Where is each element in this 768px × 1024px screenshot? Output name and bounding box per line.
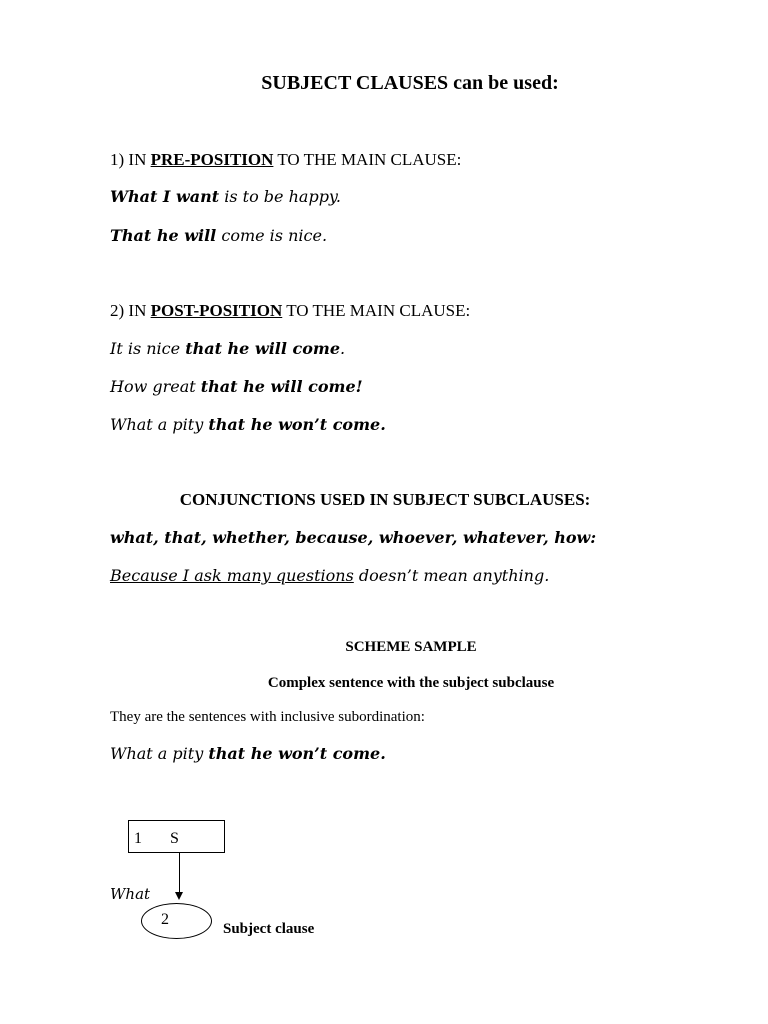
main-clause-number: 1 (134, 830, 142, 847)
post-number: 2) IN (110, 301, 151, 320)
post-example-3 (110, 417, 386, 433)
pre-rest: TO THE MAIN CLAUSE: (273, 150, 462, 169)
post-example-1 (110, 341, 345, 357)
post-keyword: POST-POSITION (150, 301, 283, 320)
conjunctions-example (110, 568, 549, 584)
pre-example-2-bold: That he will (110, 226, 217, 245)
subject-clause-number: 2 (161, 911, 169, 928)
post-example-2 (110, 379, 363, 395)
pre-position-heading (110, 151, 461, 168)
post-example-2-start: How great (110, 377, 201, 396)
pre-example-2 (110, 228, 327, 244)
post-example-3-bold: that he won’t come. (208, 415, 386, 434)
scheme-example (110, 746, 386, 762)
post-example-1-end: . (340, 339, 346, 358)
conjunctions-example-rest: doesn’t mean anything. (353, 566, 550, 585)
pre-example-1-bold: What I want (110, 187, 220, 206)
page-title: SUBJECT CLAUSES can be used: (261, 72, 559, 94)
pre-keyword: PRE-POSITION (150, 150, 274, 169)
scheme-heading: SCHEME SAMPLE (345, 639, 477, 655)
post-example-1-bold: that he will come (185, 339, 341, 358)
post-position-heading (110, 302, 470, 319)
conjunctions-list: what, that, whether, because, whoever, whatever, how: (110, 528, 597, 547)
pre-example-1-rest: is to be happy. (219, 187, 341, 206)
pre-number: 1) IN (110, 150, 151, 169)
conjunctions-example-underlined: Because I ask many questions (110, 566, 354, 585)
scheme-example-start: What a pity (110, 744, 209, 763)
pre-example-2-rest: come is nice. (216, 226, 328, 245)
post-example-3-start: What a pity (110, 415, 209, 434)
main-clause-label: S (170, 830, 179, 847)
post-example-1-start: It is nice (110, 339, 186, 358)
arrow-down-icon (175, 892, 183, 900)
conjunctions-heading: CONJUNCTIONS USED IN SUBJECT SUBCLAUSES: (179, 490, 591, 509)
scheme-description: They are the sentences with inclusive subordination: (110, 709, 425, 725)
subject-clause-ellipse (141, 903, 212, 939)
main-clause-box (128, 820, 225, 853)
subject-clause-label: Subject clause (223, 921, 315, 937)
connector-word: What (110, 885, 151, 903)
connector-line (179, 853, 180, 895)
scheme-subheading: Complex sentence with the subject subclause (267, 675, 555, 691)
pre-example-1 (110, 189, 341, 205)
post-example-2-bold: that he will come! (200, 377, 363, 396)
scheme-example-bold: that he won’t come. (208, 744, 386, 763)
post-rest: TO THE MAIN CLAUSE: (282, 301, 471, 320)
